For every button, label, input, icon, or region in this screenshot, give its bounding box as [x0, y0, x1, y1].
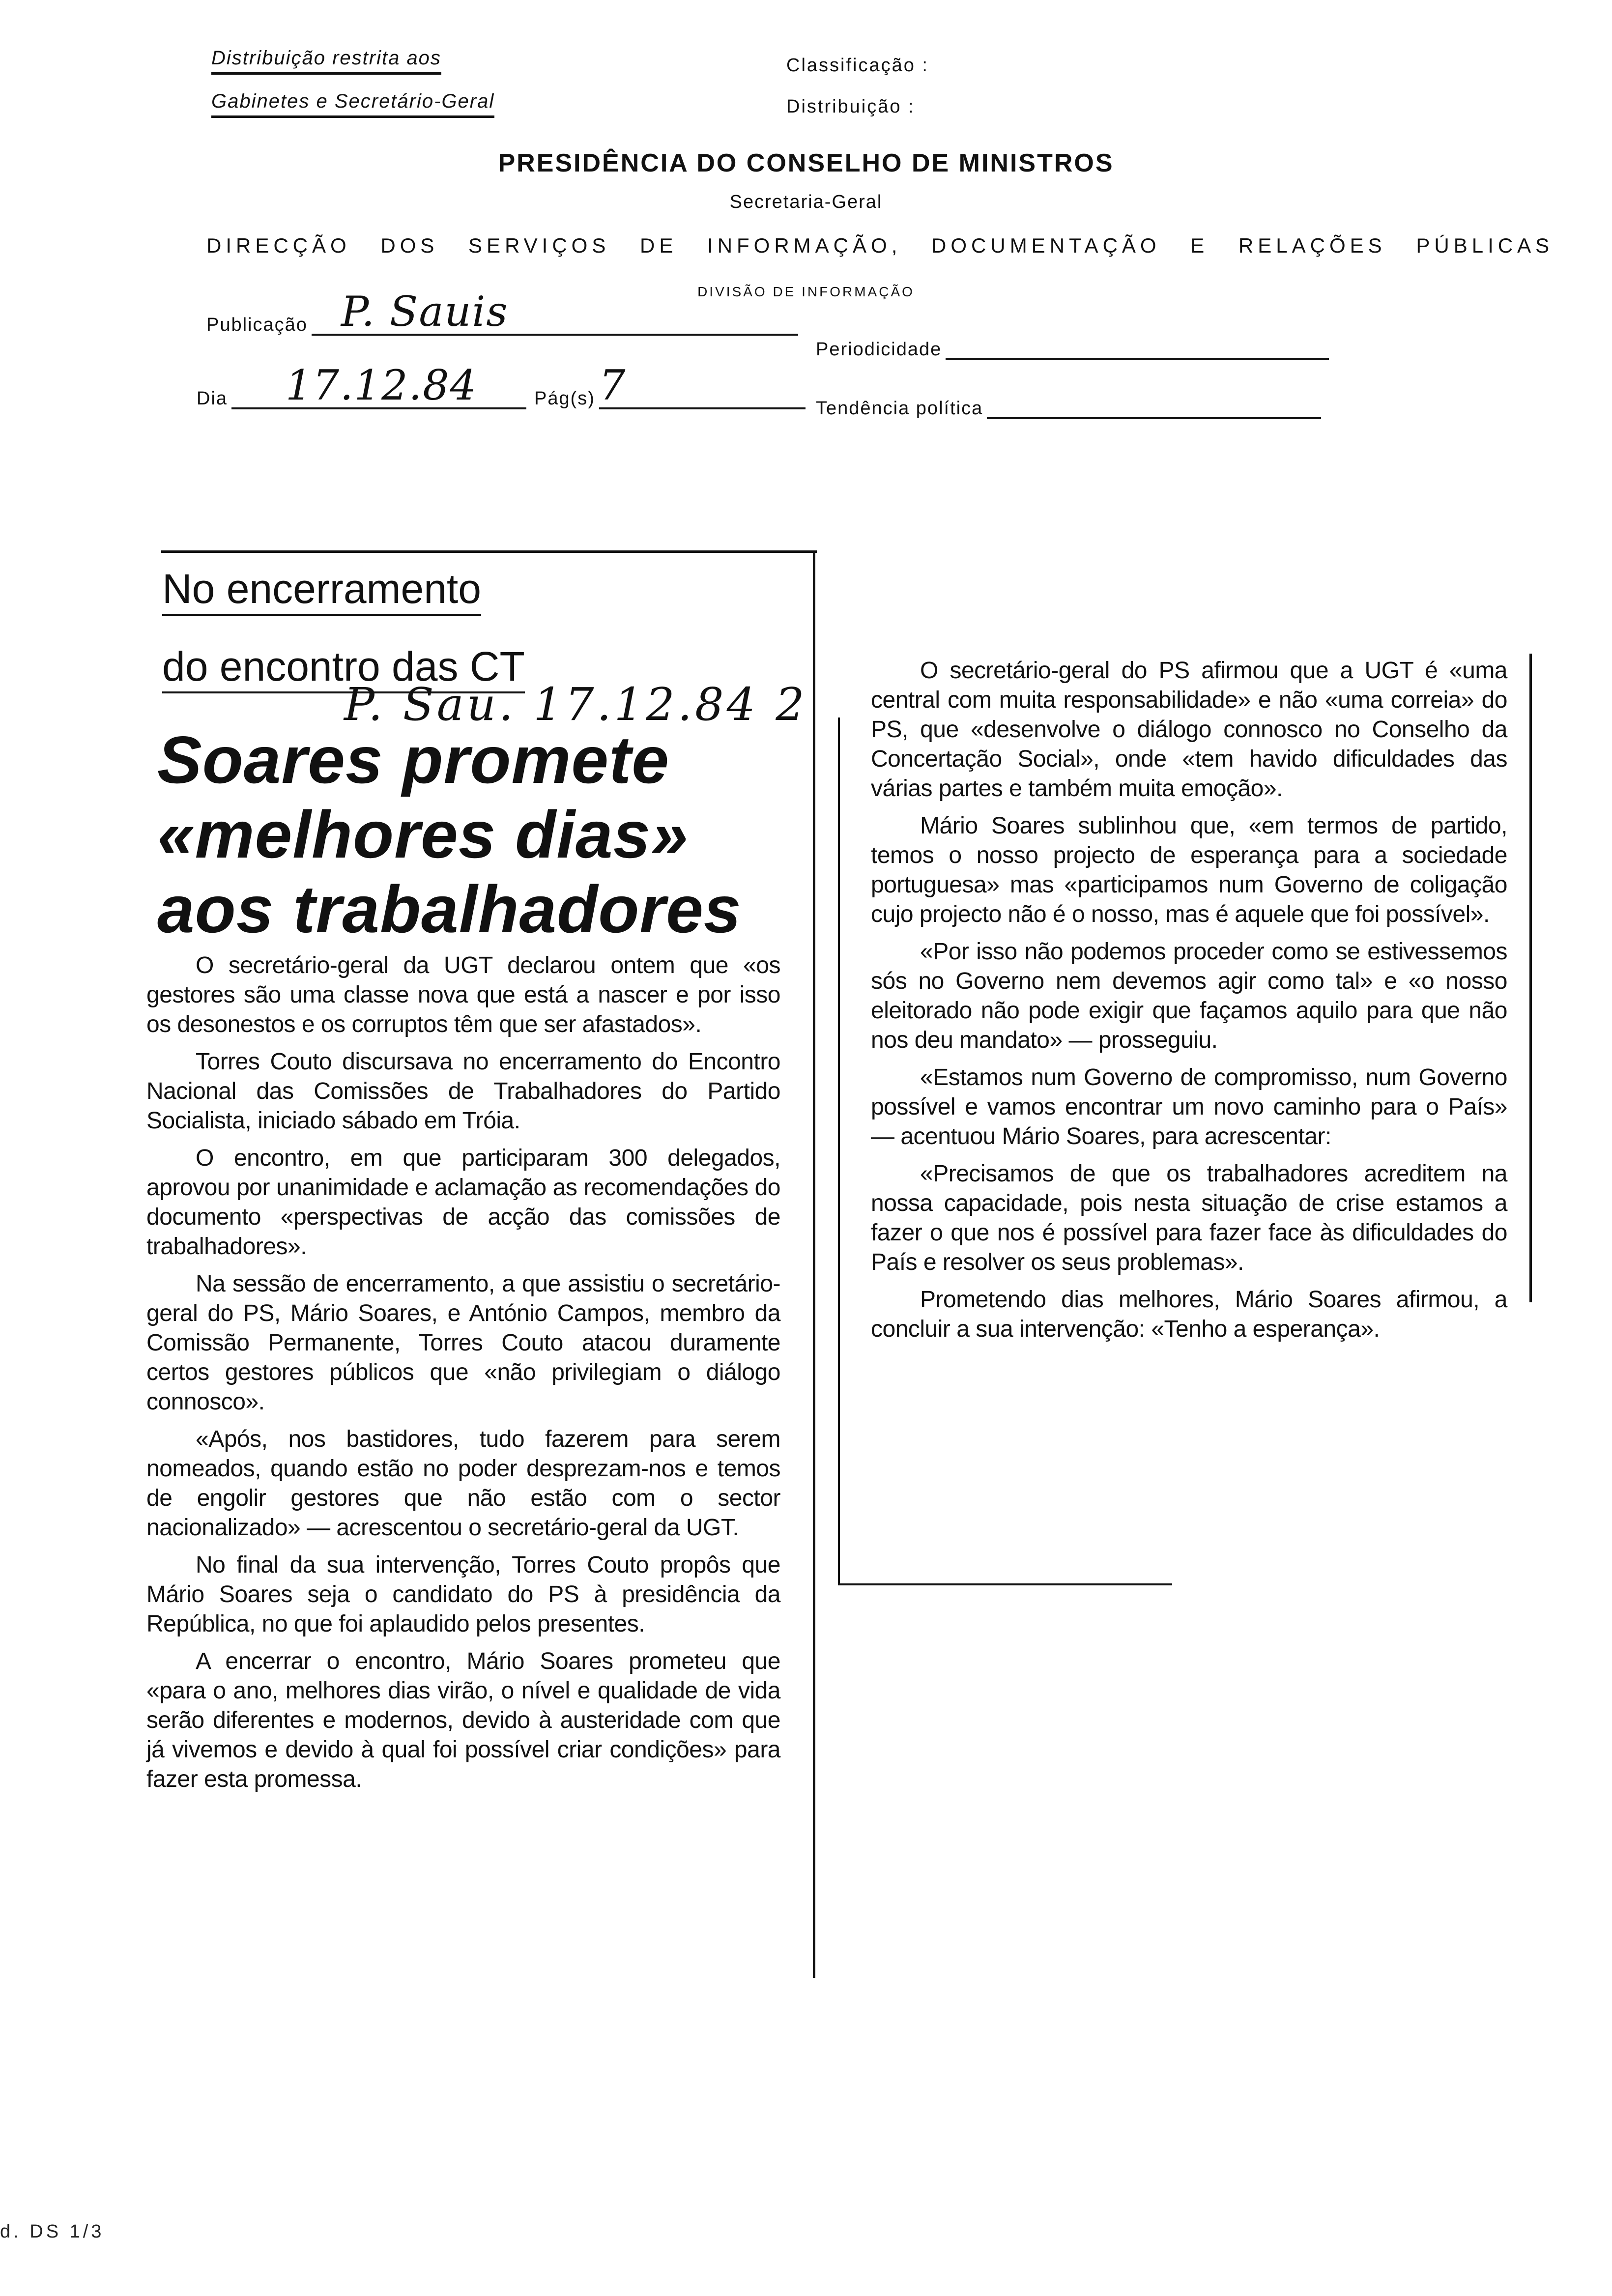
article-right-column [871, 656, 1507, 1352]
paragraph: Prometendo dias melhores, Mário Soares afirmou, a concluir a sua intervenção: «Tenho a esperança». [871, 1287, 1507, 1342]
paragraph: O secretário-geral do PS afirmou que a UGT é «uma central com muita responsabilidade» e não «uma correia» do PS, que «desenvolve o diálogo connosco no Conselho da Concertação Social», onde «tem havido dificuldades das várias partes e também muita emoção». [871, 658, 1507, 802]
headline-line-2: «melhores dias» [157, 797, 689, 872]
day-field [197, 361, 806, 409]
directorate-title: DIRECÇÃO DOS SERVIÇOS DE INFORMAÇÃO, DOCUMENTAÇÃO E RELAÇÕES PÚBLICAS [206, 234, 1554, 257]
paragraph: Torres Couto discursava no encerramento do Encontro Nacional das Comissões de Trabalhadores do Partido Socialista, iniciado sábado em Tróia. [146, 1049, 780, 1134]
paragraph: Na sessão de encerramento, a que assistiu o secretário-geral do PS, Mário Soares, e António Campos, membro da Comissão Permanente, Torres Couto atacou duramente certos gestores públicos que «não privilegiam o diálogo connosco». [146, 1271, 780, 1415]
pages-handwritten-value: 7 [599, 361, 627, 409]
publication-label: Publicação [206, 315, 308, 335]
handwritten-note: P. Sau. 17.12.84 2 [344, 678, 807, 731]
distribution-label: Distribuição : [786, 96, 915, 117]
article-right-column-left-border [838, 718, 840, 1585]
periodicity-field [816, 339, 1329, 360]
institution-title: PRESIDÊNCIA DO CONSELHO DE MINISTROS [498, 149, 1114, 177]
classification-label: Classificação : [786, 55, 929, 76]
paragraph: «Precisamos de que os trabalhadores acreditem na nossa capacidade, pois nesta situação de crise estamos a fazer o que nos é possível para fazer face às dificuldades do País e resolver os seus problemas». [871, 1161, 1507, 1275]
pages-line [599, 361, 806, 409]
article-kicker-line1 [162, 565, 481, 613]
form-code: d. DS 1/3 [0, 2221, 105, 2242]
paragraph: «Por isso não podemos proceder como se estivessemos sós no Governo nem devemos agir como tal» e «o nosso eleitorado não pode exigir que façamos aquilo para que não nos deu mandato» — prosseguiu. [871, 939, 1507, 1053]
tendency-label: Tendência política [816, 398, 983, 419]
paragraph: A encerrar o encontro, Mário Soares prometeu que «para o ano, melhores dias virão, o nível e qualidade de vida serão diferentes e modernos, devido à austeridade com que já vivemos e devido à qual foi possível criar condições» para fazer esta promessa. [146, 1648, 780, 1792]
article-top-border [161, 550, 817, 553]
secretariat-title: Secretaria-Geral [729, 192, 883, 212]
paragraph: «Estamos num Governo de compromisso, num Governo possível e vamos encontrar um novo caminho para o País» — acentuou Mário Soares, para acrescentar: [871, 1064, 1507, 1149]
paragraph: O secretário-geral da UGT declarou ontem que «os gestores são uma classe nova que está a nascer e por isso os desonestos e os corruptos têm que ser afastados». [146, 952, 780, 1037]
paragraph: No final da sua intervenção, Torres Couto propôs que Mário Soares seja o candidato do PS à presidência da República, no que foi aplaudido pelos presentes. [146, 1552, 780, 1637]
headline-line-3: aos trabalhadores [157, 872, 742, 947]
tendency-field [816, 398, 1321, 419]
headline-line-1: Soares promete [157, 722, 669, 797]
division-title: DIVISÃO DE INFORMAÇÃO [697, 284, 915, 299]
article-right-column-border [1529, 654, 1532, 1302]
distribution-restriction-line1: Distribuição restrita aos [211, 47, 441, 75]
day-line [231, 361, 526, 409]
tendency-line [987, 415, 1321, 419]
publication-line [312, 287, 798, 336]
article-headline [157, 722, 816, 947]
day-handwritten-value: 17.12.84 [286, 361, 478, 409]
article-bottom-border [838, 1583, 1172, 1585]
kicker-line2-text: do encontro das CT [162, 643, 525, 693]
publication-handwritten-value: P. Sauis [341, 287, 509, 336]
paragraph: O encontro, em que participaram 300 delegados, aprovou por unanimidade e aclamação as recomendações do documento «perspectivas de acção das comissões de trabalhadores». [146, 1145, 780, 1260]
day-label: Dia [197, 388, 228, 409]
kicker-line1-text: No encerramento [162, 566, 481, 616]
distribution-restriction-line2: Gabinetes e Secretário-Geral [211, 90, 494, 118]
periodicity-label: Periodicidade [816, 339, 942, 360]
pages-label: Pág(s) [534, 388, 595, 409]
article-left-column [146, 951, 780, 1802]
publication-field [206, 287, 798, 336]
periodicity-line [946, 356, 1329, 360]
paragraph: Mário Soares sublinhou que, «em termos de partido, temos o nosso projecto de esperança para a sociedade portuguesa» mas «participamos num Governo de coligação cujo projecto não é o nosso, mas é aquele que foi possível». [871, 813, 1507, 927]
paragraph: «Após, nos bastidores, tudo fazerem para serem nomeados, quando estão no poder desprezam-nos e temos de engolir gestores que não estão com o sector nacionalizado» — acrescentou o secretário-geral da UGT. [146, 1426, 780, 1541]
